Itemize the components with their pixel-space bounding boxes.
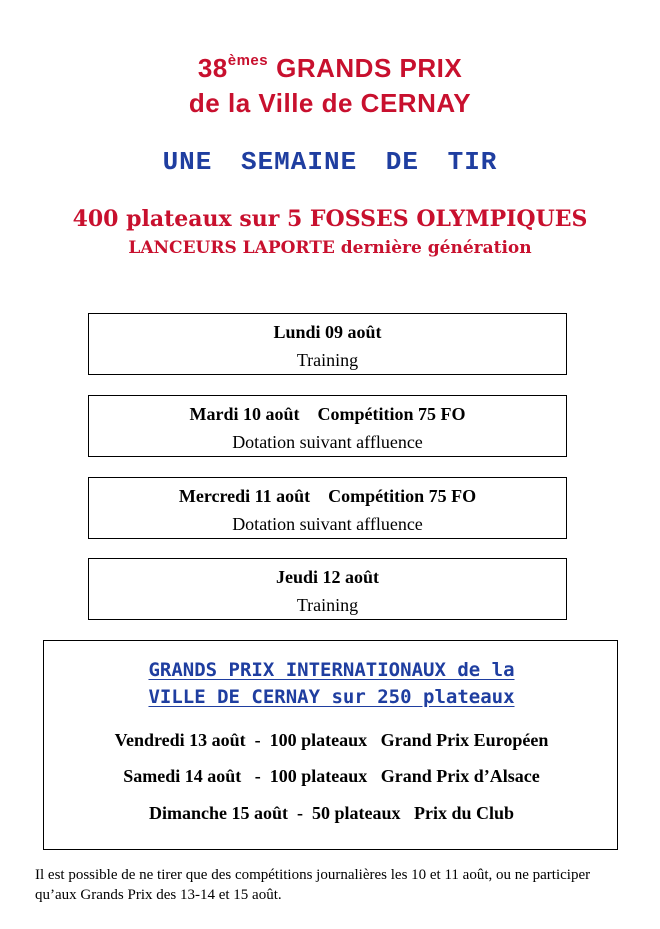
day-box-thursday [88,558,567,620]
grand-prix-row-friday: Vendredi 13 août - 100 plateaux Grand Prix Européen [114,730,549,750]
plateaux-line: 400 plateaux sur 5 FOSSES OLYMPIQUES [72,206,588,232]
grand-prix-row-sunday: Dimanche 15 août - 50 plateaux Prix du Club [148,803,515,823]
day-date: Mercredi 11 août [178,486,311,506]
edition-number: 38 [197,53,228,83]
day-heading [89,567,566,588]
title-line-1 [0,52,660,84]
day-event: Compétition 75 FO [317,404,466,424]
day-date: Jeudi 12 août [275,567,380,587]
day-heading [89,404,566,425]
day-event: Compétition 75 FO [328,486,477,506]
day-heading [89,486,566,507]
title-grands-prix: GRANDS PRIX [276,53,463,83]
day-detail: Dotation suivant affluence [232,432,423,452]
day-box-monday [88,313,567,375]
grand-prix-title-text-1: GRANDS PRIX INTERNATIONAUX de la [148,659,515,681]
day-date: Mardi 10 août [189,404,300,424]
subtitle-week: UNE SEMAINE DE TIR [162,147,498,177]
title-line-2: de la Ville de CERNAY [188,88,472,118]
grand-prix-title-text-2: VILLE DE CERNAY sur 250 plateaux [148,686,515,708]
day-heading [89,322,566,343]
day-date: Lundi 09 août [273,322,382,342]
grand-prix-row-saturday: Samedi 14 août - 100 plateaux Grand Prix d’Alsace [123,766,540,786]
day-detail: Training [296,595,359,615]
edition-suffix: èmes [227,52,269,69]
lanceurs-line: LANCEURS LAPORTE dernière génération [128,238,532,258]
grand-prix-title-line-2 [44,686,619,708]
day-detail: Dotation suivant affluence [232,514,423,534]
day-box-tuesday [88,395,567,457]
footnote: Il est possible de ne tirer que des compétitions journalières les 10 et 11 août, ou ne participer qu’aux Grands Prix des 13-14 et 15 août. [35,867,591,903]
day-detail: Training [296,350,359,370]
grand-prix-title-line-1 [44,659,619,681]
grand-prix-box [43,640,618,850]
day-box-wednesday [88,477,567,539]
